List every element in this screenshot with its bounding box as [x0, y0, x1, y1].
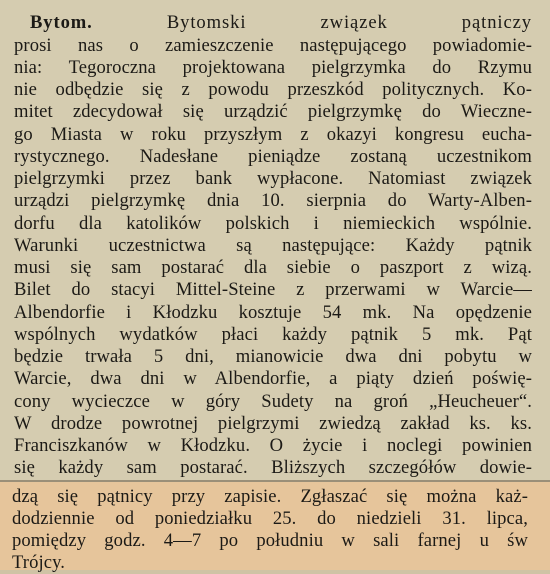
article-line: dzą się pątnicy przy zapisie. Zgłaszać się można każ- — [12, 486, 528, 507]
article-line: dorfu dla katolików polskich i niemieckich wspólnie. — [14, 213, 532, 234]
article-line: urządzi pielgrzymkę dnia 10. sierpnia do Warty-Alben- — [14, 190, 532, 211]
article-line: Trójcy. — [12, 552, 66, 573]
article-line: Franciszkanów w Kłodzku. O życie i noclegi powinien — [14, 435, 532, 456]
article-line: dodziennie od poniedziałku 25. do niedzieli 31. lipca, — [12, 508, 528, 529]
article-line: cony wycieczce w góry Sudety na groń „Heucheuer“. — [14, 391, 532, 412]
article-line: Bilet do stacyi Mittel-Steine z przerwami w Warcie— — [14, 279, 532, 300]
article-line-rest: Bytomski związek pątniczy — [166, 12, 532, 33]
article-line: się każdy sam postarać. Bliższych szczegółów dowie- — [14, 457, 532, 478]
article-line: mitet zdecydował się urządzić pielgrzymkę do Wieczne- — [14, 101, 532, 122]
article-line: go Miasta w roku przyszłym z okazyi kongresu eucha- — [14, 124, 532, 145]
article-line: nia: Tegoroczna projektowana pielgrzymka do Rzymu — [14, 57, 532, 78]
article-line: prosi nas o zamieszczenie następującego powiadomie- — [14, 35, 532, 56]
article-line: Albendorfie i Kłodzku kosztuje 54 mk. Na opędzenie — [14, 302, 532, 323]
article-line: Warcie, dwa dni w Albendorfie, a piąty dzień poświę- — [14, 368, 532, 389]
article-line: W drodze powrotnej pielgrzymi zwiedzą zakład ks. ks. — [14, 413, 532, 434]
article-line: pielgrzymki przez bank wypłacone. Natomiast związek — [14, 168, 532, 189]
article-line: nie odbędzie się z powodu przeszkód politycznych. Ko- — [14, 79, 532, 100]
article-line: pomiędzy godz. 4—7 po południu w sali farnej u św — [12, 530, 528, 551]
article-line: rystycznego. Nadesłane pieniądze zostaną uczestnikom — [14, 146, 532, 167]
article-line: musi się sam postarać dla siebie o paszport z wizą. — [14, 257, 532, 278]
dateline-bytom: Bytom. — [30, 12, 93, 33]
article-line: będzie trwała 5 dni, mianowicie dwa dni pobytu w — [14, 346, 532, 367]
article-lower-block — [0, 482, 550, 573]
article-line: Warunki uczestnictwa są następujące: Każdy pątnik — [14, 235, 532, 256]
article-line — [30, 12, 532, 34]
article-line: wspólnych wydatków płaci każdy pątnik 5 mk. Pąt — [14, 324, 532, 345]
